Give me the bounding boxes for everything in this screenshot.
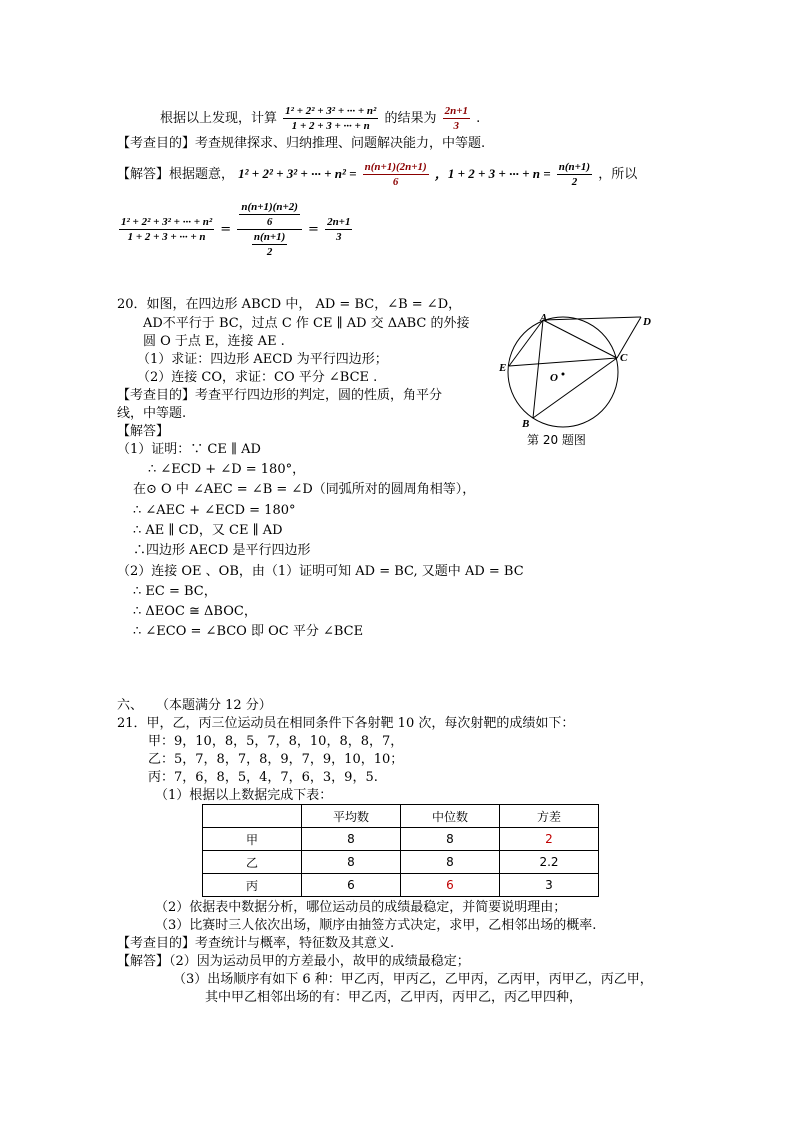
segment-ab <box>533 320 543 418</box>
cell: 8 <box>302 828 401 851</box>
compound-top-num: n(n+1)(n+2) <box>241 201 298 213</box>
segment-ec <box>509 358 617 366</box>
q20-aim: 【考查目的】考查平行四边形的判定，圆的性质，角平分 <box>117 388 443 403</box>
cell: 6 <box>401 874 500 897</box>
sum-fraction <box>557 160 592 189</box>
final-denominator: 3 <box>336 231 342 243</box>
sum-squares-fraction <box>363 160 429 189</box>
q20-aim2: 线，中等题. <box>117 406 187 421</box>
q20-answer-head: 【解答】 <box>117 424 170 439</box>
cell: 8 <box>302 851 401 874</box>
equals-sign-2: = <box>308 222 319 237</box>
cell: 8 <box>401 851 500 874</box>
cell: 2.2 <box>500 851 599 874</box>
answer-19-line2 <box>117 200 354 259</box>
header-cell <box>203 805 302 828</box>
intro-line <box>160 104 480 133</box>
table-row <box>203 851 599 874</box>
table-row <box>203 828 599 851</box>
result-fraction <box>443 104 470 133</box>
q21-answer3: （3）出场顺序有如下 6 种：甲乙丙，甲丙乙，乙甲丙，乙丙甲，丙甲乙，丙乙甲， <box>173 972 653 987</box>
intro-text: 根据以上发现，计算 <box>160 111 278 126</box>
label-o: O <box>550 372 558 384</box>
q20-step9: ∴ ΔEOC ≅ ΔBOC， <box>133 604 257 619</box>
period: . <box>476 111 481 126</box>
q21-stem: 21．甲，乙，丙三位运动员在相同条件下各射靶 10 次，每次射靶的成绩如下： <box>117 716 575 731</box>
result-numerator: 2n+1 <box>444 105 468 117</box>
label-a: A <box>540 312 548 324</box>
q21-answer2: 【解答】（2）因为运动员甲的方差最小，故甲的成绩最稳定； <box>117 954 470 969</box>
q21-bing-scores: 丙：7，6，8，5，4，7，6，3，9，5. <box>148 770 378 785</box>
aim-19: 【考查目的】考查规律探求、归纳推理、问题解决能力，中等题. <box>117 136 486 151</box>
geometry-figure <box>495 310 665 450</box>
row-label: 乙 <box>203 851 302 874</box>
final-fraction <box>325 215 352 244</box>
row-label: 甲 <box>203 828 302 851</box>
lhs-fraction <box>119 215 214 244</box>
stats-table <box>202 804 599 897</box>
row-label: 丙 <box>203 874 302 897</box>
sum-squares-expr: 1² + 2² + 3² + ··· + n² = <box>238 166 357 181</box>
q21-part2: （2）依据表中数据分析，哪位运动员的成绩最稳定，并简要说明理由； <box>155 900 567 915</box>
header-cell: 平均数 <box>302 805 401 828</box>
final-numerator: 2n+1 <box>327 216 351 228</box>
cell: 8 <box>401 828 500 851</box>
sum-squares-denominator: 6 <box>392 176 399 188</box>
answer-19-line1 <box>117 160 637 189</box>
q21-yi-scores: 乙：5，7，8，7，8，9，7，9，10，10； <box>148 752 404 767</box>
lhs-numerator: 1² + 2² + 3² + ··· + n² <box>121 216 213 228</box>
sum-denominator: 2 <box>571 176 578 188</box>
q20-step4: ∴ ∠AEC + ∠ECD = 180° <box>133 503 296 518</box>
fraction-denominator: 1 + 2 + 3 + ··· + n <box>291 120 370 132</box>
q21-aim: 【考查目的】考查统计与概率，特征数及其意义. <box>117 936 395 951</box>
circle-o <box>508 317 618 427</box>
segment-bc <box>533 358 617 418</box>
result-text: 的结果为 <box>384 111 437 126</box>
q20-line2: AD不平行于 BC，过点 C 作 CE ∥ AD 交 ΔABC 的外接 <box>143 316 470 331</box>
label-c: C <box>620 352 628 364</box>
q20-step8: ∴ EC = BC， <box>133 584 217 599</box>
section-six-heading: 六、 （本题满分 12 分） <box>117 698 272 713</box>
segment-ea <box>509 320 543 366</box>
table-header-row <box>203 805 599 828</box>
q21-answer3b: 其中甲乙相邻出场的有：甲乙丙，乙甲丙，丙甲乙，丙乙甲四种， <box>205 990 583 1005</box>
equals-sign: = <box>220 222 232 237</box>
q20-step5: ∴ AE ∥ CD，又 CE ∥ AD <box>133 523 283 538</box>
header-cell: 中位数 <box>401 805 500 828</box>
label-e: E <box>499 362 507 374</box>
q20-line5: （2）连接 CO，求证：CO 平分 ∠BCE . <box>137 370 378 385</box>
result-denominator: 3 <box>453 120 460 132</box>
q20-step7: （2）连接 OE 、OB，由（1）证明可知 AD = BC, 又题中 AD = BC <box>117 564 524 579</box>
q20-line1: 20．如图，在四边形 ABCD 中， AD = BC，∠B = ∠D， <box>117 297 462 312</box>
q20-line4: （1）求证：四边形 AECD 为平行四边形； <box>137 352 388 367</box>
q20-step1: （1）证明：∵ CE ∥ AD <box>117 442 261 457</box>
q20-line3: 圆 O 于点 E，连接 AE . <box>143 334 285 349</box>
q21-part1: （1）根据以上数据完成下表： <box>155 788 333 803</box>
table-row <box>203 874 599 897</box>
sum-numerator: n(n+1) <box>558 161 591 173</box>
cell: 6 <box>302 874 401 897</box>
cell: 3 <box>500 874 599 897</box>
lhs-denominator: 1 + 2 + 3 + ··· + n <box>127 231 206 243</box>
compound-bottom-num: n(n+1) <box>253 231 286 243</box>
compound-top-den: 6 <box>266 216 273 228</box>
q21-part3: （3）比赛时三人依次出场，顺序由抽签方式决定，求甲，乙相邻出场的概率. <box>155 918 597 933</box>
sum-squares-numerator: n(n+1)(2n+1) <box>364 161 427 173</box>
compound-bottom-den: 2 <box>266 246 273 258</box>
fraction-numerator: 1² + 2² + 3² + ··· + n² <box>285 105 377 117</box>
answer-lead: 【解答】根据题意， <box>117 167 235 182</box>
segment-ac <box>543 320 617 358</box>
header-cell: 方差 <box>500 805 599 828</box>
q20-step3: 在⊙ O 中 ∠AEC = ∠B = ∠D（同弧所对的圆周角相等）， <box>133 482 476 497</box>
q20-step10: ∴ ∠ECO = ∠BCO 即 OC 平分 ∠BCE <box>133 624 364 639</box>
q21-jia-scores: 甲：9，10，8，5，7，8，10，8，8，7， <box>148 734 404 749</box>
answer-tail: ，所以 <box>598 167 638 182</box>
sum-ratio-fraction <box>283 104 378 133</box>
figure-caption: 第 20 题图 <box>527 433 586 447</box>
label-d: D <box>643 316 651 328</box>
center-dot <box>562 373 565 376</box>
label-b: B <box>522 418 530 430</box>
q20-step6: ∴四边形 AECD 是平行四边形 <box>133 543 311 558</box>
q20-step2: ∴ ∠ECD + ∠D = 180°， <box>148 462 306 477</box>
compound-fraction <box>237 200 302 259</box>
sum-expr: ，1 + 2 + 3 + ··· + n = <box>434 166 551 181</box>
cell: 2 <box>500 828 599 851</box>
